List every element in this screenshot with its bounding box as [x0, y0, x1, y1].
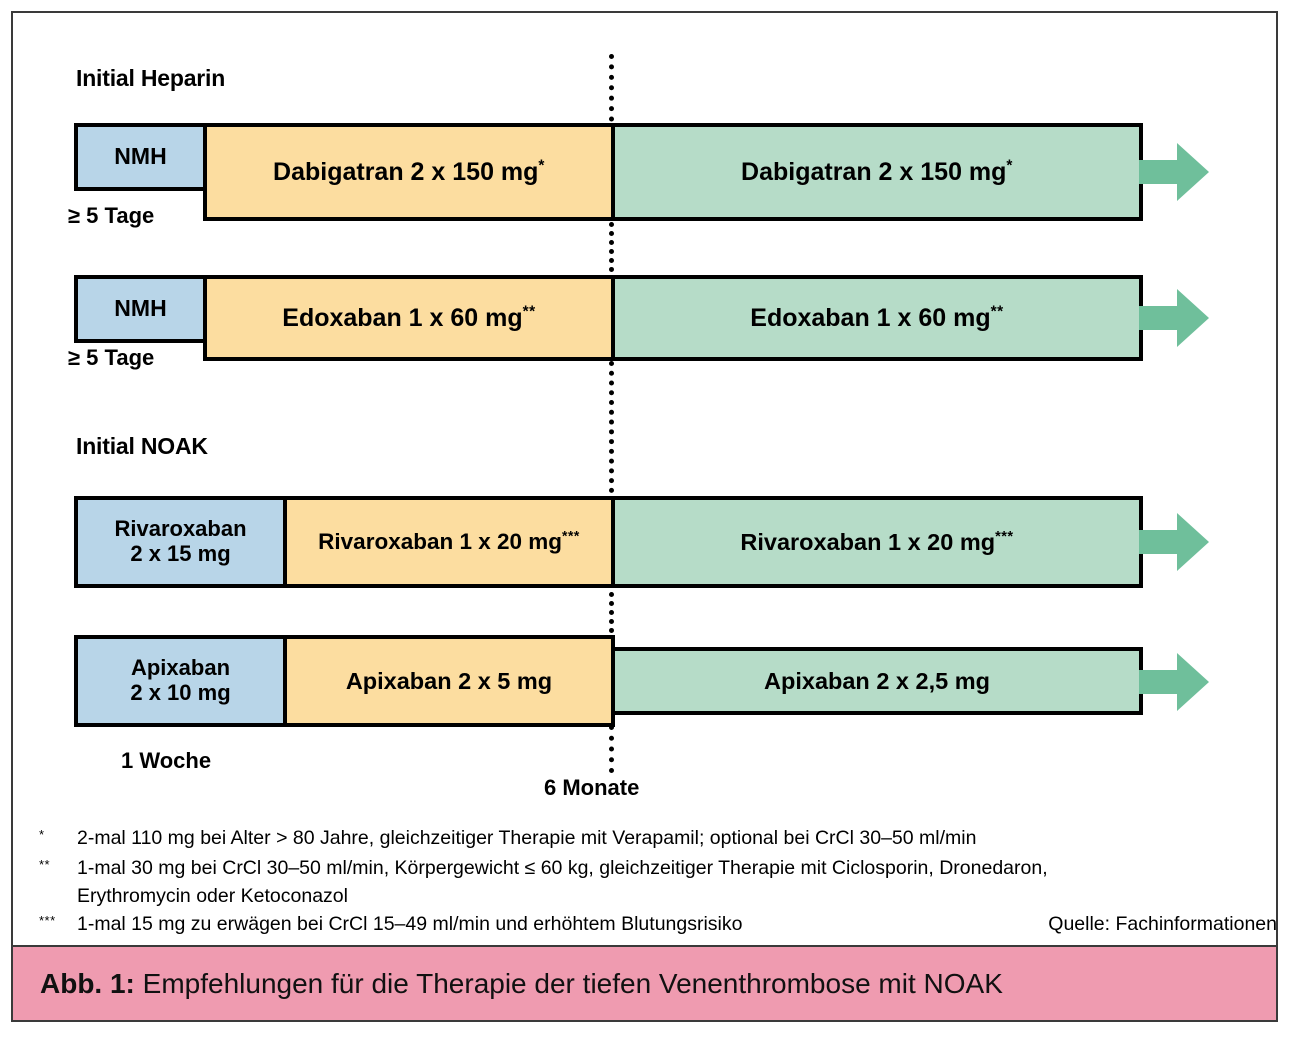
figure-caption-text: [13, 968, 1003, 1000]
timeline-label-one-week: 1 Woche: [121, 748, 212, 773]
row-dabigatran-extended-label: Dabigatran 2 x 150 mg*: [741, 157, 1013, 186]
footnote-item: [39, 911, 1279, 941]
footnote-marker: *: [39, 827, 45, 842]
row-edoxaban-initial-duration: ≥ 5 Tage: [68, 345, 155, 370]
footnotes-block: [39, 825, 1279, 941]
footnote-line: 1-mal 15 mg zu erwägen bei CrCl 15–49 ml/min und erhöhtem Blutungsrisiko: [77, 912, 743, 935]
row-apixaban-continuation-arrow: [1139, 653, 1209, 716]
row-edoxaban-extended-segment[interactable]: [611, 275, 1143, 361]
row-dabigatran-initial-duration: ≥ 5 Tage: [68, 203, 155, 228]
row-dabigatran-initial-label: NMH: [114, 143, 167, 170]
row-edoxaban-initial-label: NMH: [114, 295, 167, 322]
row-rivaroxaban-extended-label: Rivaroxaban 1 x 20 mg***: [740, 528, 1014, 555]
footnote-marker-asterisk: *: [538, 157, 545, 175]
divider-dotted-line-seg1: [609, 54, 614, 132]
footnote-item: [39, 855, 1279, 910]
footnote-text: [77, 825, 1279, 853]
row-edoxaban-acute-label: Edoxaban 1 x 60 mg**: [282, 303, 536, 332]
row-dabigatran-acute-label: Dabigatran 2 x 150 mg*: [273, 157, 545, 186]
row-edoxaban-extended-label: Edoxaban 1 x 60 mg**: [750, 303, 1004, 332]
row-edoxaban-continuation-arrow: [1139, 289, 1209, 352]
row-rivaroxaban-continuation-arrow: [1139, 513, 1209, 576]
figure-caption-bar: [13, 945, 1276, 1020]
divider-dotted-line-seg2: [609, 222, 614, 272]
divider-dotted-line-seg5: [609, 725, 614, 773]
row-dabigatran-initial-segment[interactable]: [74, 123, 207, 191]
divider-dotted-line-seg3: [609, 361, 614, 493]
arrow-right-icon: [1139, 513, 1209, 571]
figure-frame: [11, 11, 1278, 1022]
row-dabigatran-acute-segment[interactable]: [203, 123, 615, 221]
footnote-item: [39, 825, 1279, 855]
source-attribution: Quelle: Fachinformationen: [1048, 912, 1277, 935]
row-apixaban-acute-segment[interactable]: [283, 635, 615, 727]
row-apixaban-initial-dose: 2 x 10 mg: [130, 680, 231, 705]
footnote-text: [77, 911, 1279, 939]
footnote-marker-asterisk: *: [1006, 157, 1013, 175]
footnote-text: [77, 855, 1279, 910]
row-rivaroxaban-extended-segment[interactable]: [611, 496, 1143, 588]
section-label-heparin: Initial Heparin: [76, 65, 226, 91]
footnote-marker: **: [39, 857, 51, 873]
footnote-marker-double-asterisk: **: [522, 303, 536, 321]
row-rivaroxaban-acute-segment[interactable]: [283, 496, 615, 588]
arrow-right-icon: [1139, 143, 1209, 201]
footnote-marker-triple-asterisk: ***: [995, 529, 1014, 546]
figure-caption-body: Empfehlungen für die Therapie der tiefen Venenthrombose mit NOAK: [134, 967, 1003, 999]
section-label-noak: Initial NOAK: [76, 433, 208, 459]
footnote-line: 2-mal 110 mg bei Alter > 80 Jahre, gleichzeitiger Therapie mit Verapamil; optional bei CrCl 30–50 ml/min: [77, 827, 977, 849]
row-edoxaban-initial-segment[interactable]: [74, 275, 207, 343]
footnote-marker-double-asterisk: **: [990, 303, 1004, 321]
row-rivaroxaban-acute-label: Rivaroxaban 1 x 20 mg***: [318, 527, 580, 555]
row-apixaban-acute-label: Apixaban 2 x 5 mg: [345, 667, 553, 694]
footnote-marker-triple-asterisk: ***: [562, 527, 580, 544]
footnote-line: Erythromycin oder Ketoconazol: [77, 884, 348, 907]
footnote-line: 1-mal 30 mg bei CrCl 30–50 ml/min, Körpergewicht ≤ 60 kg, gleichzeitiger Therapie mit Ciclosporin, Dronedaron,: [77, 857, 1048, 880]
figure-caption-number: Abb. 1:: [40, 967, 135, 999]
row-rivaroxaban-initial-drug: Rivaroxaban: [114, 516, 247, 542]
arrow-right-icon: [1139, 289, 1209, 347]
row-rivaroxaban-initial-segment[interactable]: [74, 496, 287, 588]
row-edoxaban-acute-segment[interactable]: [203, 275, 615, 361]
divider-dotted-line-seg4: [609, 583, 614, 633]
footnote-marker: ***: [39, 912, 56, 928]
row-apixaban-initial-drug: Apixaban: [130, 655, 231, 681]
row-dabigatran-extended-segment[interactable]: [611, 123, 1143, 221]
timeline-label-six-months: 6 Monate: [544, 775, 640, 800]
row-apixaban-extended-segment[interactable]: [611, 647, 1143, 715]
arrow-right-icon: [1139, 653, 1209, 711]
row-apixaban-extended-label: Apixaban 2 x 2,5 mg: [764, 667, 990, 694]
row-apixaban-initial-segment[interactable]: [74, 635, 287, 727]
row-rivaroxaban-initial-dose: 2 x 15 mg: [130, 541, 231, 566]
row-dabigatran-continuation-arrow: [1139, 143, 1209, 206]
